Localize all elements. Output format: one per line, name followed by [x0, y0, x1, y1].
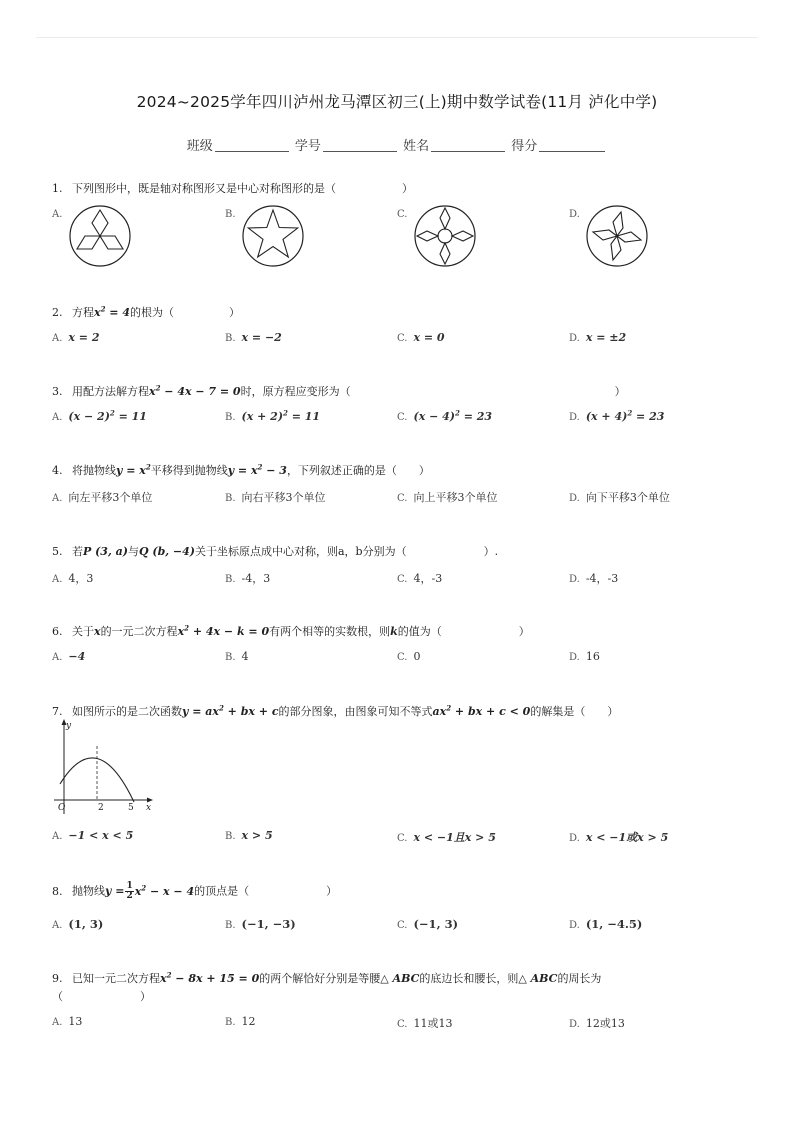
tick-5-label: 5: [128, 803, 134, 813]
x-label: x: [146, 803, 152, 813]
score-blank: [539, 139, 605, 152]
class-blank: [215, 139, 289, 152]
q1-figure-a-emblem: [68, 204, 132, 268]
student-id-label: 学号: [294, 139, 321, 154]
y-label: y: [66, 721, 72, 731]
student-info-row: [0, 135, 794, 154]
x-axis-arrow: [147, 798, 153, 803]
q8-option-d: D. (1, −4.5): [569, 917, 643, 931]
q2-option-d: D. x = ±2: [569, 331, 627, 344]
class-label: 班级: [186, 139, 213, 154]
question-6: 6. 关于x的一元二次方程$x^2 + 4x - k = 0$有两个相等的实数根，则k的值为（ ）: [52, 623, 530, 638]
q1-option-d-label: D.: [569, 209, 580, 220]
q3-option-b: B. $(x + 2)^2 = 11$: [225, 408, 321, 423]
q1-figure-c-petals: [413, 204, 477, 268]
q6-option-d: D. 16: [569, 650, 600, 663]
q2-option-b: B. x = −2: [225, 331, 282, 344]
question-1-stem: 下列图形中，既是轴对称图形又是中心对称图形的是（ ）: [72, 182, 413, 195]
q4-option-d: D. 向下平移3个单位: [569, 491, 670, 504]
q1-option-b-label: B.: [225, 209, 236, 220]
q5-option-b: B. -4，3: [225, 572, 271, 585]
q3-option-a: A. $(x - 2)^2 = 11$: [52, 408, 147, 423]
q5-option-c: C. 4，-3: [397, 572, 443, 585]
top-divider: [36, 37, 758, 38]
name-blank: [431, 139, 505, 152]
question-1: 1. 下列图形中，既是轴对称图形又是中心对称图形的是（ ）: [52, 182, 413, 195]
student-id-blank: [323, 139, 397, 152]
q6-option-b: B. 4: [225, 650, 249, 663]
q6-option-a: A. −4: [52, 650, 86, 663]
q3-option-c: C. $(x - 4)^2 = 23$: [397, 408, 493, 423]
question-7: 7. 如图所示的是二次函数$y = ax^2$ + bx + c的部分图象，由图象可知不等式$ax^2$ + bx + c < 0的解集是（ ）: [52, 703, 619, 718]
q4-option-b: B. 向右平移3个单位: [225, 491, 326, 504]
question-3: 3. 用配方法解方程$x^2 - 4x - 7 = 0$时，原方程应变形为（ ）: [52, 383, 626, 398]
q6-option-c: C. 0: [397, 650, 421, 663]
q7-option-d: D. x < −1或x > 5: [569, 831, 669, 844]
q8-option-a: A. (1, 3): [52, 917, 104, 931]
question-9: 9. 已知一元二次方程$x^2 - 8x + 15 = 0$的两个解恰好分别是等腰△ ABC的底边长和腰长，则△ ABC的周长为: [52, 970, 602, 985]
parabola-curve: [60, 758, 134, 802]
q2-option-a: A. x = 2: [52, 331, 100, 344]
q1-option-c-label: C.: [397, 209, 408, 220]
q1-option-a-label: A.: [52, 209, 63, 220]
question-9-line-2: （ ）: [52, 990, 151, 1003]
q9-option-d: D. 12或13: [569, 1017, 625, 1030]
name-label: 姓名: [403, 139, 430, 154]
q4-option-a: A. 向左平移3个单位: [52, 491, 153, 504]
q7-option-c: C. x < −1且x > 5: [397, 831, 496, 844]
q3-option-d: D. $(x + 4)^2 = 23$: [569, 408, 665, 423]
q8-option-c: C. (−1, 3): [397, 917, 459, 931]
q9-option-c: C. 11或13: [397, 1017, 453, 1030]
question-8: 8. 抛物线y = $\frac{1}{2}$ $x^2 - x - 4$的顶点是（ ）: [52, 881, 338, 901]
q5-option-a: A. 4，3: [52, 572, 94, 585]
question-4: 4. 将抛物线$y = x^2$平移得到抛物线$y = x^2 - 3$，下列叙述正确的是（ ）: [52, 462, 430, 477]
question-2: 2. 方程$x^2 = 4$的根为（ ）: [52, 304, 240, 319]
q7-option-a: A. −1 < x < 5: [52, 829, 134, 842]
page-title: 2024~2025学年四川泸州龙马潭区初三(上)期中数学试卷(11月 泸化中学): [136, 93, 658, 111]
q9-option-a: A. 13: [52, 1015, 83, 1028]
q4-option-c: C. 向上平移3个单位: [397, 491, 498, 504]
q5-option-d: D. -4，-3: [569, 572, 619, 585]
q9-option-b: B. 12: [225, 1015, 256, 1028]
q1-figure-d-pinwheel: [585, 204, 649, 268]
q8-option-b: B. (−1, −3): [225, 917, 296, 931]
q8-fraction: $\frac{1}{2}$: [126, 881, 133, 901]
q7-parabola-graph: [50, 716, 160, 818]
question-5: 5. 若P (3, a)与Q (b, −4)关于坐标原点成中心对称，则a，b分别为（ ）.: [52, 545, 499, 558]
q1-figure-b-star: [241, 204, 305, 268]
tick-2-label: 2: [98, 803, 104, 813]
q7-option-b: B. x > 5: [225, 829, 273, 842]
score-label: 得分: [511, 139, 538, 154]
origin-label: O: [58, 803, 66, 813]
q2-option-c: C. x = 0: [397, 331, 445, 344]
